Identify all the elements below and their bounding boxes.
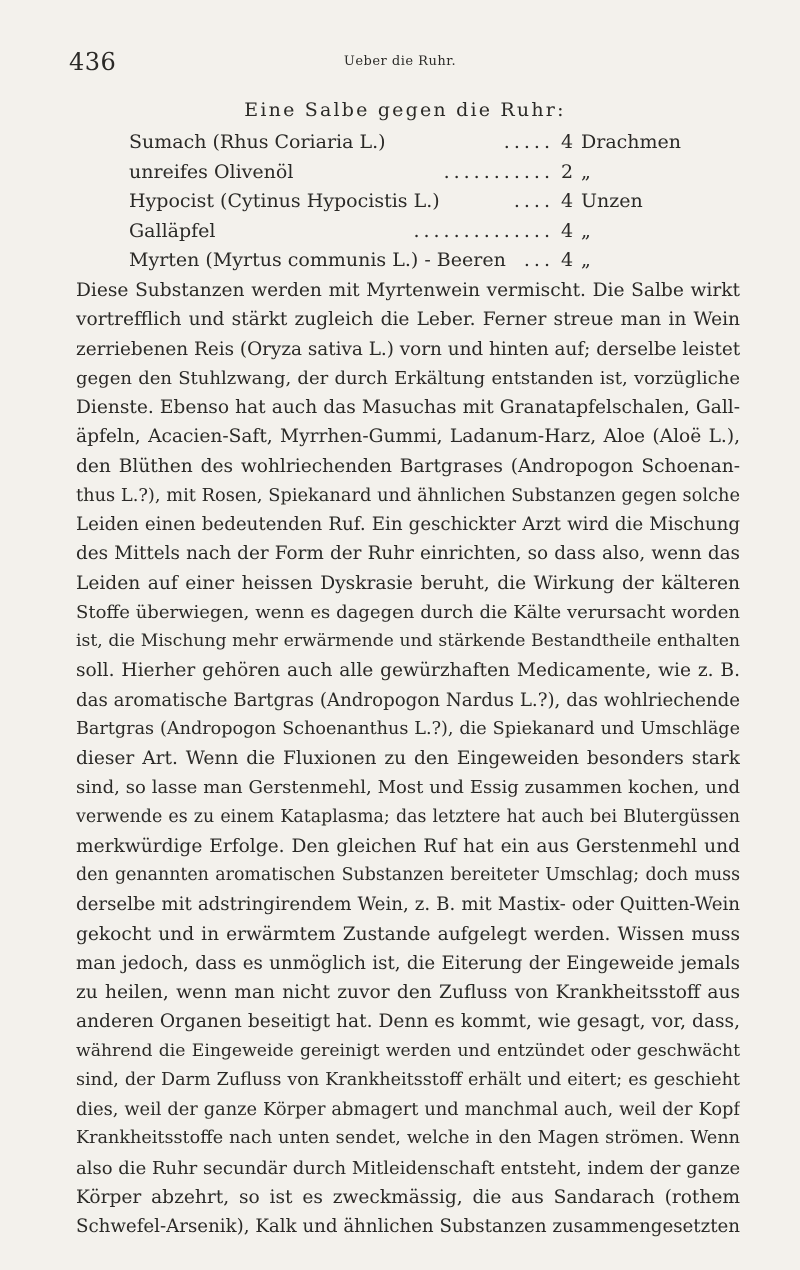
recipe-item-amount: 4 bbox=[561, 219, 574, 242]
recipe-item-amount: 2 bbox=[561, 160, 574, 183]
text-line: gegen den Stuhlzwang, der durch Erkältung entstanden ist, vorzügliche bbox=[76, 367, 740, 389]
recipe-item-dots: ..... bbox=[503, 131, 554, 153]
text-line: man jedoch, dass es unmöglich ist, die Eiterung der Eingeweide jemals bbox=[76, 952, 740, 974]
text-line: Stoffe überwiegen, wenn es dagegen durch die Kälte verursacht worden bbox=[76, 601, 740, 623]
text-line: sind, der Darm Zufluss von Krankheitsstoff erhält und eitert; es geschieht bbox=[76, 1069, 740, 1090]
text-line: zerriebenen Reis (Oryza sativa L.) vorn und hinten auf; derselbe leistet bbox=[76, 338, 740, 360]
text-line: Diese Substanzen werden mit Myrtenwein vermischt. Die Salbe wirkt bbox=[76, 280, 740, 301]
text-line: soll. Hierher gehören auch alle gewürzhaften Medicamente, wie z. B. bbox=[76, 660, 740, 682]
text-line: das aromatische Bartgras (Andropogon Nardus L.?), das wohlriechende bbox=[76, 689, 740, 711]
recipe-item-name: Sumach (Rhus Coriaria L.) bbox=[129, 131, 386, 153]
text-line: gekocht und in erwärmtem Zustande aufgelegt werden. Wissen muss bbox=[76, 923, 740, 945]
text-line: den Blüthen des wohlriechenden Bartgrases (Andropogon Schoenan- bbox=[76, 455, 740, 477]
recipe-item bbox=[129, 246, 689, 276]
recipe-item-dots: ........... bbox=[443, 160, 554, 183]
recipe-list bbox=[129, 128, 689, 276]
recipe-item-unit: Unzen bbox=[581, 190, 643, 212]
recipe-item-amount: 4 bbox=[561, 249, 574, 271]
recipe-item-unit: „ bbox=[581, 160, 591, 183]
text-line: Krankheitsstoffe nach unten sendet, welche in den Magen strömen. Wenn bbox=[76, 1128, 740, 1149]
recipe-item bbox=[129, 158, 689, 188]
recipe-item-unit: Drachmen bbox=[581, 131, 682, 153]
text-line: Leiden einen bedeutenden Ruf. Ein geschickter Arzt wird die Mischung bbox=[76, 514, 740, 535]
recipe-item-dots: ... bbox=[523, 249, 554, 271]
recipe-item-dots: .... bbox=[513, 190, 554, 212]
recipe-item-name: unreifes Olivenöl bbox=[129, 160, 294, 183]
recipe-item bbox=[129, 187, 689, 217]
text-line: zu heilen, wenn man nicht zuvor den Zufluss von Krankheitsstoff aus bbox=[76, 982, 740, 1003]
text-line: vortrefflich und stärkt zugleich die Leber. Ferner streue man in Wein bbox=[76, 309, 740, 331]
text-line: Leiden auf einer heissen Dyskrasie beruht, die Wirkung der kälteren bbox=[76, 572, 740, 594]
recipe-item-amount: 4 bbox=[561, 131, 574, 153]
text-line: derselbe mit adstringirendem Wein, z. B. mit Mastix- oder Quitten-Wein bbox=[76, 894, 740, 916]
text-line: dieser Art. Wenn die Fluxionen zu den Eingeweiden besonders stark bbox=[76, 748, 740, 769]
text-line: verwende es zu einem Kataplasma; das letztere hat auch bei Blutergüssen bbox=[76, 806, 740, 827]
recipe-item bbox=[129, 217, 689, 247]
recipe-item bbox=[129, 128, 689, 158]
text-line: ist, die Mischung mehr erwärmende und stärkende Bestandtheile enthalten bbox=[76, 631, 740, 651]
recipe-item-name: Galläpfel bbox=[129, 219, 216, 242]
text-line: des Mittels nach der Form der Ruhr einrichten, so dass also, wenn das bbox=[76, 543, 740, 565]
recipe-item-name: Myrten (Myrtus communis L.) - Beeren bbox=[129, 249, 506, 271]
text-line: dies, weil der ganze Körper abmagert und manchmal auch, weil der Kopf bbox=[76, 1099, 740, 1120]
recipe-item-dots: .............. bbox=[413, 219, 554, 242]
text-line: anderen Organen beseitigt hat. Denn es kommt, wie gesagt, vor, dass, bbox=[76, 1011, 740, 1033]
text-line: also die Ruhr secundär durch Mitleidenschaft entsteht, indem der ganze bbox=[76, 1157, 740, 1179]
text-line: merkwürdige Erfolge. Den gleichen Ruf hat ein aus Gerstenmehl und bbox=[76, 835, 740, 857]
text-line: Schwefel-Arsenik), Kalk und ähnlichen Substanzen zusammengesetzten bbox=[76, 1216, 740, 1237]
recipe-item-unit: „ bbox=[581, 249, 591, 271]
running-head: Ueber die Ruhr. bbox=[343, 54, 457, 69]
text-line: äpfeln, Acacien-Saft, Myrrhen-Gummi, Ladanum-Harz, Aloe (Aloë L.), bbox=[76, 426, 740, 448]
text-line: den genannten aromatischen Substanzen bereiteter Umschlag; doch muss bbox=[76, 865, 740, 885]
recipe-item-amount: 4 bbox=[561, 190, 574, 212]
recipe-title: Eine Salbe gegen die Ruhr: bbox=[244, 99, 566, 121]
text-line: thus L.?), mit Rosen, Spiekanard und ähnlichen Substanzen gegen solche bbox=[76, 484, 740, 506]
text-line: Bartgras (Andropogon Schoenanthus L.?), die Spiekanard und Umschläge bbox=[76, 718, 740, 739]
body-paragraph bbox=[76, 276, 740, 1241]
text-line: Dienste. Ebenso hat auch das Masuchas mit Granatapfelschalen, Gall- bbox=[76, 397, 740, 418]
page-number: 436 bbox=[69, 48, 117, 76]
recipe-item-unit: „ bbox=[581, 219, 591, 242]
text-line: während die Eingeweide gereinigt werden und entzündet oder geschwächt bbox=[76, 1040, 740, 1061]
text-line: sind, so lasse man Gerstenmehl, Most und Essig zusammen kochen, und bbox=[76, 777, 740, 799]
text-line: Körper abzehrt, so ist es zweckmässig, die aus Sandarach (rothem bbox=[76, 1186, 740, 1208]
recipe-item-name: Hypocist (Cytinus Hypocistis L.) bbox=[129, 190, 440, 212]
